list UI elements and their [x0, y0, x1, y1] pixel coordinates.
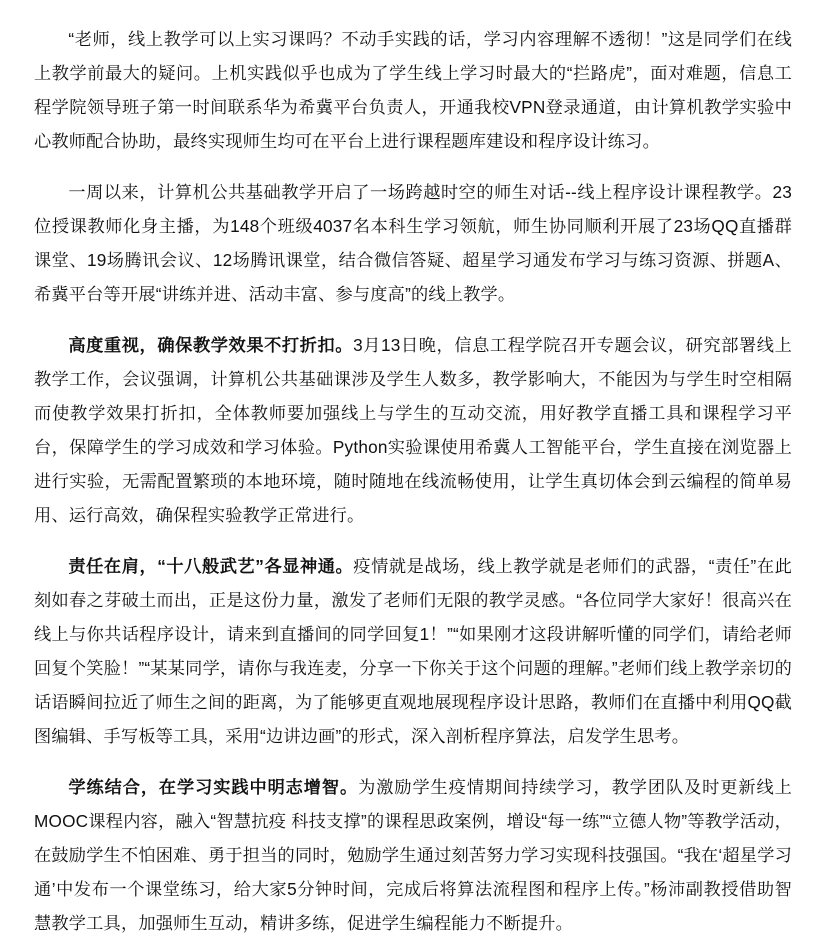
- paragraph-text: 疫情就是战场，线上教学就是老师们的武器，“责任”在此刻如春之芽破土而出，正是这份力量，激发了老师们无限的教学灵感。“各位同学大家好！很高兴在线上与你共话程序设计，请来到直播间的同学回复1！”“如果刚才这段讲解听懂的同学们，请给老师回复个笑脸！”“某某同学，请你与我连麦，分享一下你关于这个问题的理解。”老师们线上教学亲切的话语瞬间拉近了师生之间的距离，为了能够更直观地展现程序设计思路，教师们在直播中利用QQ截图编辑、手写板等工具，采用“边讲边画”的形式，深入剖析程序算法，启发学生思考。: [34, 556, 792, 746]
- paragraph-text: “老师，线上教学可以上实习课吗？不动手实践的话，学习内容理解不透彻！”这是同学们在线上教学前最大的疑问。上机实践似乎也成为了学生线上学习时最大的“拦路虎”，面对难题，信息工程学院领导班子第一时间联系华为希冀平台负责人，开通我校VPN登录通道，由计算机教学实验中心教师配合协助，最终实现师生均可在平台上进行课程题库建设和程序设计练习。: [34, 29, 792, 151]
- paragraph-3: [34, 328, 792, 532]
- paragraph-text: 3月13日晚，信息工程学院召开专题会议，研究部署线上教学工作，会议强调，计算机公共基础课涉及学生人数多，教学影响大，不能因为与学生时空相隔而使教学效果打折扣，全体教师要加强线上与学生的互动交流，用好教学直播工具和课程学习平台，保障学生的学习成效和学习体验。Python实验课使用希冀人工智能平台，学生直接在浏览器上进行实验，无需配置繁琐的本地环境，随时随地在线流畅使用，让学生真切体会到云编程的简单易用、运行高效，确保程实验教学正常进行。: [34, 335, 792, 525]
- paragraph-lead: 责任在肩，“十八般武艺”各显神通。: [68, 556, 354, 576]
- paragraph-lead: 高度重视，确保教学效果不打折扣。: [68, 335, 354, 355]
- paragraph-lead: 学练结合，在学习实践中明志增智。: [68, 777, 359, 797]
- paragraph-5: [34, 770, 792, 940]
- paragraph-2: [34, 175, 792, 311]
- paragraph-1: [34, 22, 792, 158]
- paragraph-text: 为激励学生疫情期间持续学习，教学团队及时更新线上MOOC课程内容，融入“智慧抗疫 科技支撑”的课程思政案例，增设“每一练”“立德人物”等教学活动，在鼓励学生不怕困难、勇于担当的同时，勉励学生通过刻苦努力学习实现科技强国。“我在‘超星学习通’中发布一个课堂练习，给大家5分钟时间，完成后将算法流程图和程序上传。”杨沛副教授借助智慧教学工具，加强师生互动，精讲多练，促进学生编程能力不断提升。: [34, 777, 792, 933]
- paragraph-text: 一周以来，计算机公共基础教学开启了一场跨越时空的师生对话--线上程序设计课程教学。23位授课教师化身主播，为148个班级4037名本科生学习领航，师生协同顺利开展了23场QQ直播群课堂、19场腾讯会议、12场腾讯课堂，结合微信答疑、超星学习通发布学习与练习资源、拼题A、希冀平台等开展“讲练并进、活动丰富、参与度高”的线上教学。: [34, 182, 792, 304]
- paragraph-4: [34, 549, 792, 753]
